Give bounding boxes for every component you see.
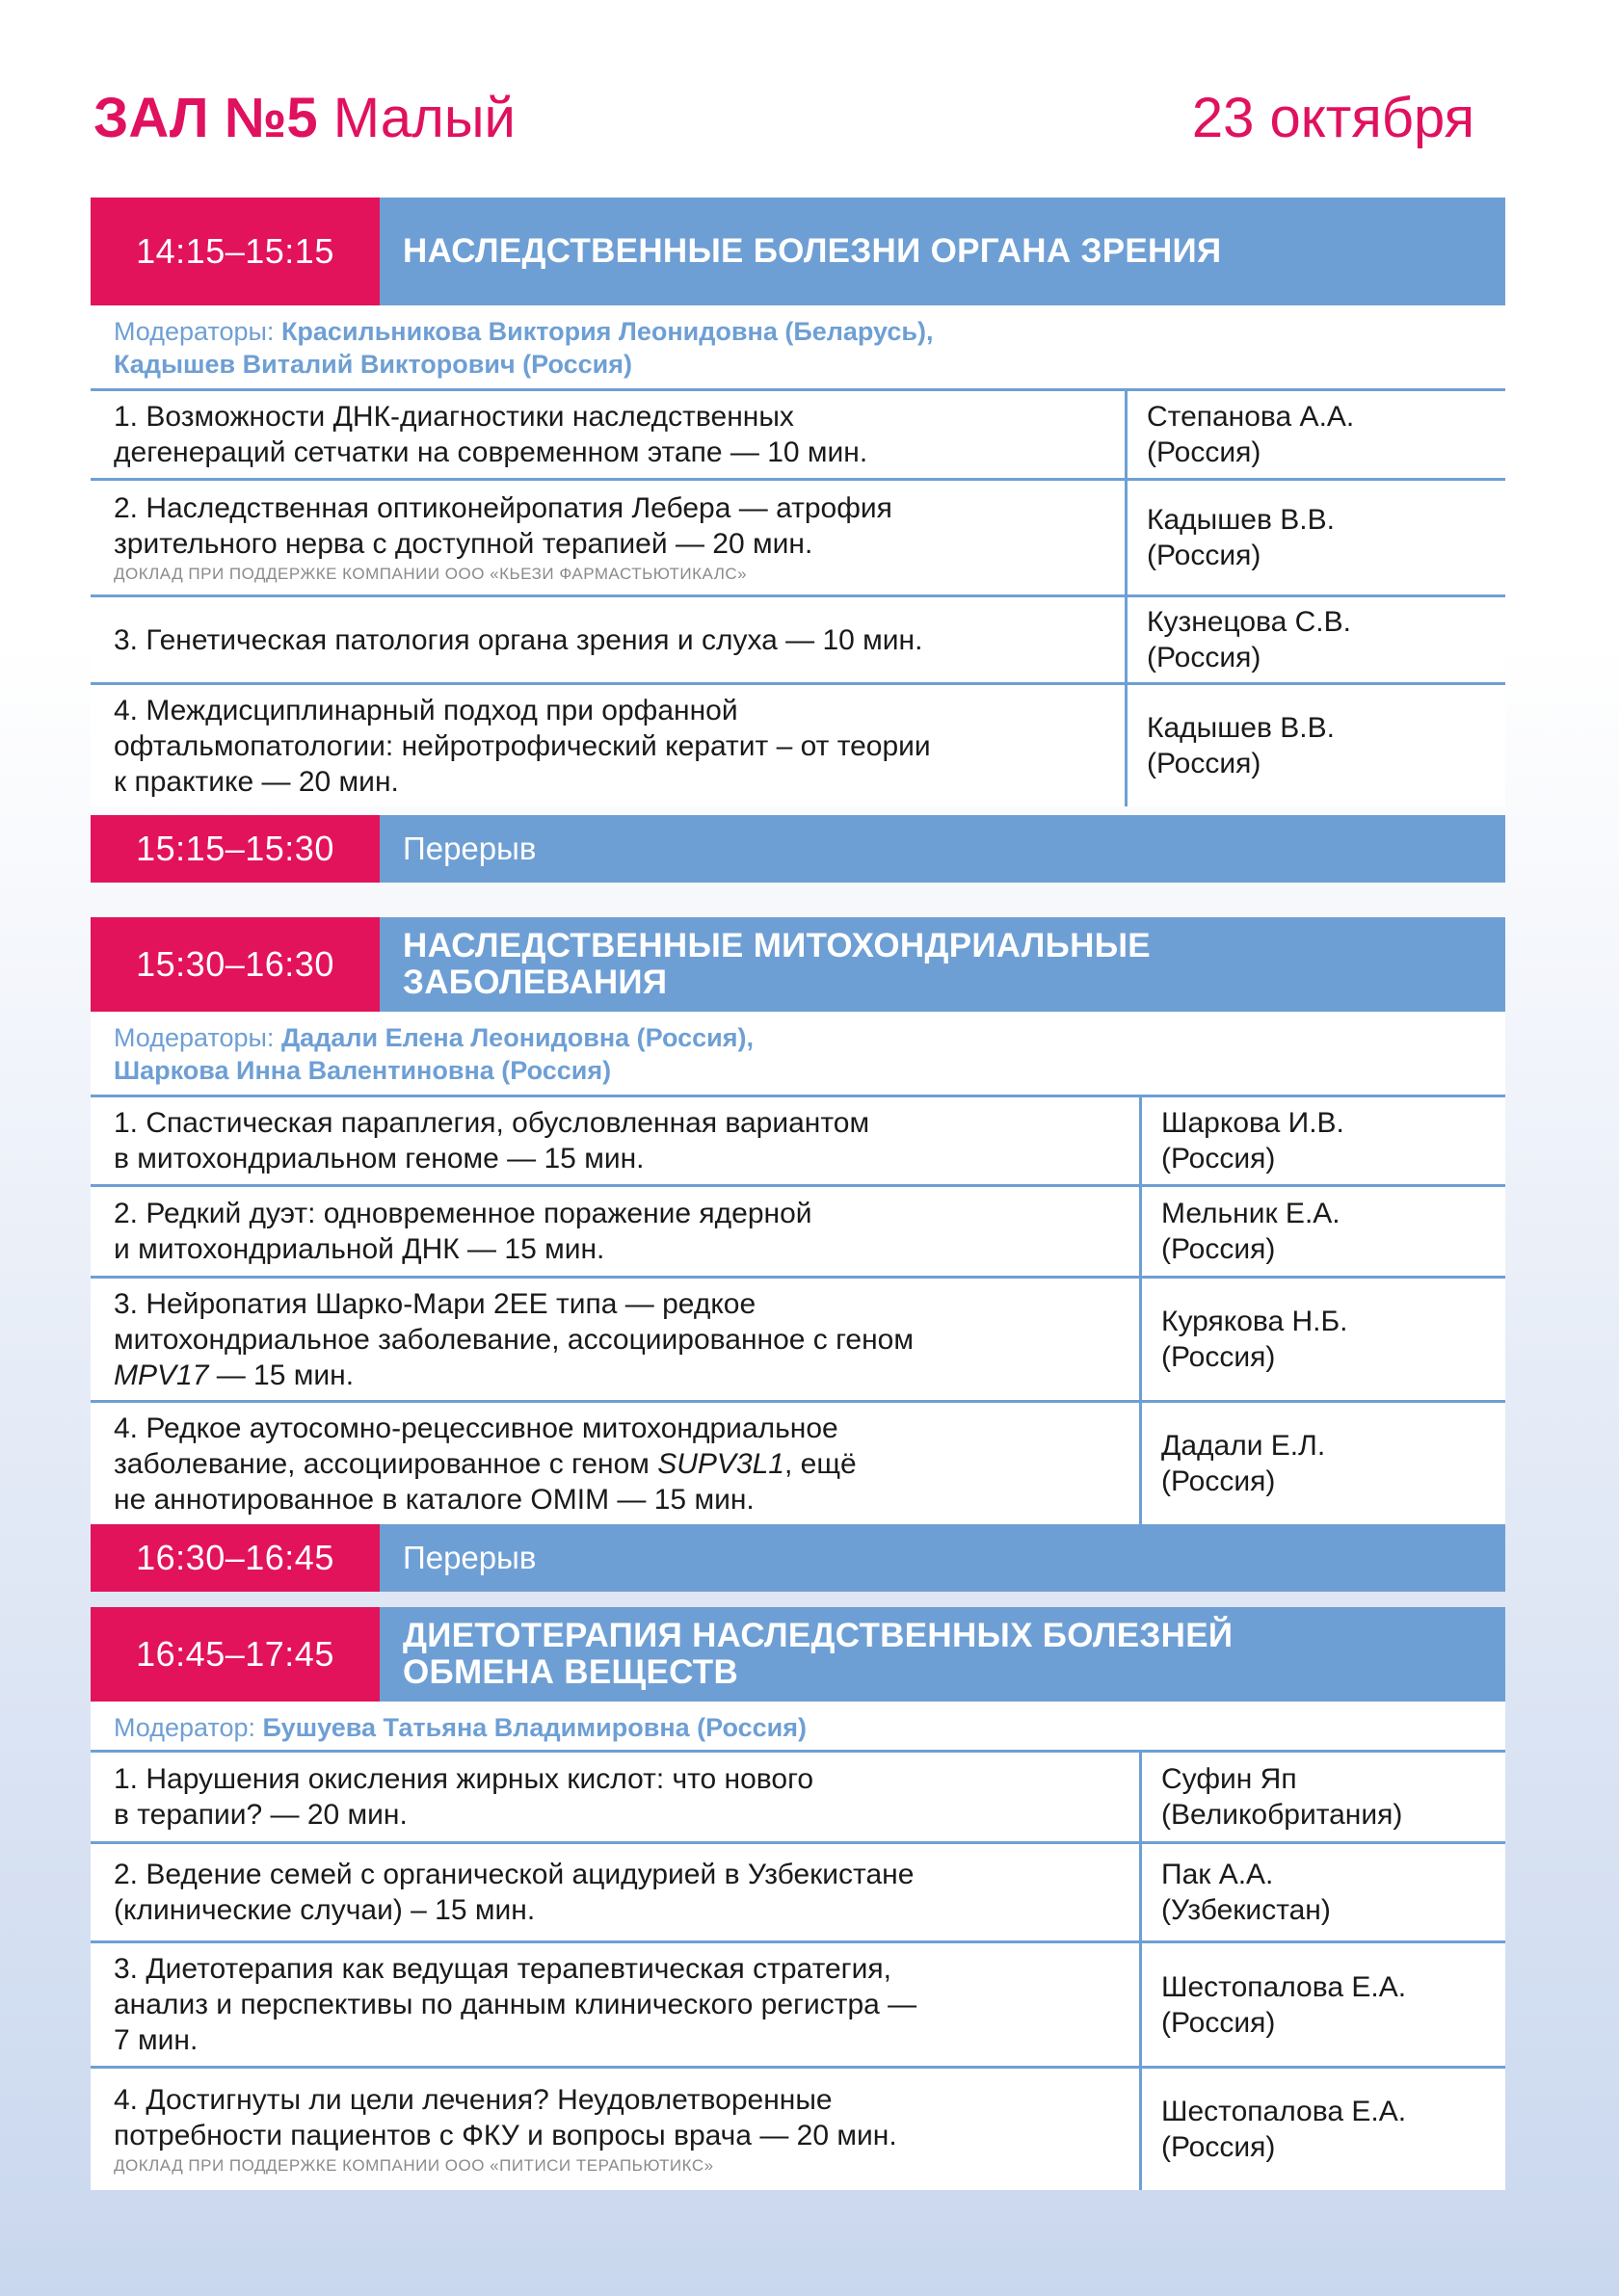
support-note: ДОКЛАД ПРИ ПОДДЕРЖКЕ КОМПАНИИ ООО «ПИТИСИ ТЕРАПЬЮТИКС» [114, 2156, 714, 2175]
session-header [91, 198, 1505, 305]
session-header [91, 917, 1505, 1012]
hall-title: ЗАЛ №5 Малый [93, 87, 516, 149]
break-1 [91, 815, 1505, 883]
session-title: ДИЕТОТЕРАПИЯ НАСЛЕДСТВЕННЫХ БОЛЕЗНЕЙ ОБМЕНА ВЕЩЕСТВ [403, 1617, 1234, 1691]
session-title: НАСЛЕДСТВЕННЫЕ БОЛЕЗНИ ОРГАНА ЗРЕНИЯ [403, 232, 1222, 270]
talk-row [91, 685, 1505, 806]
talk-speaker: Шаркова И.В. (Россия) [1139, 1097, 1505, 1184]
talk-title: 4. Междисциплинарный подход при орфанной офтальмопатологии: нейротрофический кератит – от теории к практике — 20 мин. [114, 694, 931, 798]
talk-speaker: Шестопалова Е.А. (Россия) [1139, 1943, 1505, 2066]
session-time: 15:30–16:30 [91, 917, 380, 1012]
talk-title: 1. Нарушения окисления жирных кислот: что нового в терапии? — 20 мин. [114, 1763, 814, 1831]
talk-title: 3. Диетотерапия как ведущая терапевтическая стратегия, анализ и перспективы по данным клинического регистра — 7 мин. [114, 1953, 917, 2056]
talk-row [91, 1187, 1505, 1279]
talk-speaker: Кадышев В.В. (Россия) [1125, 685, 1505, 806]
talk-title: 2. Ведение семей с органической ацидурией в Узбекистане (клинические случаи) – 15 мин. [114, 1859, 915, 1926]
event-date: 23 октября [1191, 87, 1474, 149]
session-title: НАСЛЕДСТВЕННЫЕ МИТОХОНДРИАЛЬНЫЕ ЗАБОЛЕВАНИЯ [403, 927, 1151, 1001]
moderators: Модераторы: Дадали Елена Леонидовна (Россия), Шаркова Инна Валентиновна (Россия) [91, 1012, 1505, 1097]
talk-speaker: Кузнецова С.В. (Россия) [1125, 597, 1505, 682]
talk-row [91, 597, 1505, 685]
talk-speaker: Мельник Е.А. (Россия) [1139, 1187, 1505, 1276]
moderators: Модераторы: Красильникова Виктория Леонидовна (Беларусь), Кадышев Виталий Викторович (Россия) [91, 305, 1505, 391]
gene-name: SUPV3L1 [657, 1447, 784, 1480]
break-2 [91, 1524, 1505, 1592]
talk-row [91, 1097, 1505, 1187]
talk-speaker: Курякова Н.Б. (Россия) [1139, 1279, 1505, 1400]
talk-speaker: Шестопалова Е.А. (Россия) [1139, 2069, 1505, 2190]
talk-row [91, 2069, 1505, 2190]
talk-title: 2. Редкий дуэт: одновременное поражение ядерной и митохондриальной ДНК — 15 мин. [114, 1198, 812, 1265]
talk-speaker: Суфин Яп (Великобритания) [1139, 1753, 1505, 1841]
break-label: Перерыв [403, 1540, 537, 1575]
talk-title: 3. Нейропатия Шарко-Мари 2ЕЕ типа — редкое митохондриальное заболевание, ассоциированное с геном MPV17 — 15 мин. [114, 1287, 914, 1391]
talk-row [91, 1403, 1505, 1524]
talk-row [91, 1279, 1505, 1403]
session-header [91, 1607, 1505, 1702]
talk-row [91, 481, 1505, 597]
talk-title: 3. Генетическая патология органа зрения и слуха — 10 мин. [114, 623, 923, 656]
talk-row [91, 1844, 1505, 1943]
talk-title: 4. Редкое аутосомно-рецессивное митохондриальное заболевание, ассоциированное с геном SUPV3L1, ещё не аннотированное в каталоге OMIM — 15 мин. [114, 1412, 857, 1516]
talk-title: 1. Возможности ДНК-диагностики наследственных дегенераций сетчатки на современном этапе — 10 мин. [114, 401, 868, 468]
page-header [93, 85, 1474, 152]
support-note: ДОКЛАД ПРИ ПОДДЕРЖКЕ КОМПАНИИ ООО «КЬЕЗИ ФАРМАСТЬЮТИКАЛС» [114, 565, 748, 583]
talk-title: 4. Достигнуты ли цели лечения? Неудовлетворенные потребности пациентов с ФКУ и вопросы врача — 20 мин. ДОКЛАД ПРИ ПОДДЕРЖКЕ КОМПАНИИ ООО «ПИТИСИ ТЕРАПЬЮТИКС» [91, 2069, 1139, 2190]
talk-row [91, 1943, 1505, 2069]
talk-title: 2. Наследственная оптиконейропатия Лебера — атрофия зрительного нерва с доступной терапией — 20 мин. ДОКЛАД ПРИ ПОДДЕРЖКЕ КОМПАНИИ ООО «КЬЕЗИ ФАРМАСТЬЮТИКАЛС» [91, 481, 1125, 594]
gene-name: MPV17 [114, 1359, 209, 1391]
session-3 [91, 1607, 1505, 2190]
talk-speaker: Дадали Е.Л. (Россия) [1139, 1403, 1505, 1524]
session-1 [91, 198, 1505, 806]
talk-title: 1. Спастическая параплегия, обусловленная вариантом в митохондриальном геноме — 15 мин. [114, 1107, 870, 1174]
talk-speaker: Пак А.А. (Узбекистан) [1139, 1844, 1505, 1940]
moderators: Модератор: Бушуева Татьяна Владимировна (Россия) [91, 1702, 1505, 1753]
talk-speaker: Степанова А.А. (Россия) [1125, 391, 1505, 478]
talk-speaker: Кадышев В.В. (Россия) [1125, 481, 1505, 594]
break-time: 15:15–15:30 [91, 815, 380, 883]
session-2 [91, 917, 1505, 1524]
break-time: 16:30–16:45 [91, 1524, 380, 1592]
session-time: 16:45–17:45 [91, 1607, 380, 1702]
talk-row [91, 1753, 1505, 1844]
talk-row [91, 391, 1505, 481]
session-time: 14:15–15:15 [91, 198, 380, 305]
break-label: Перерыв [403, 831, 537, 866]
